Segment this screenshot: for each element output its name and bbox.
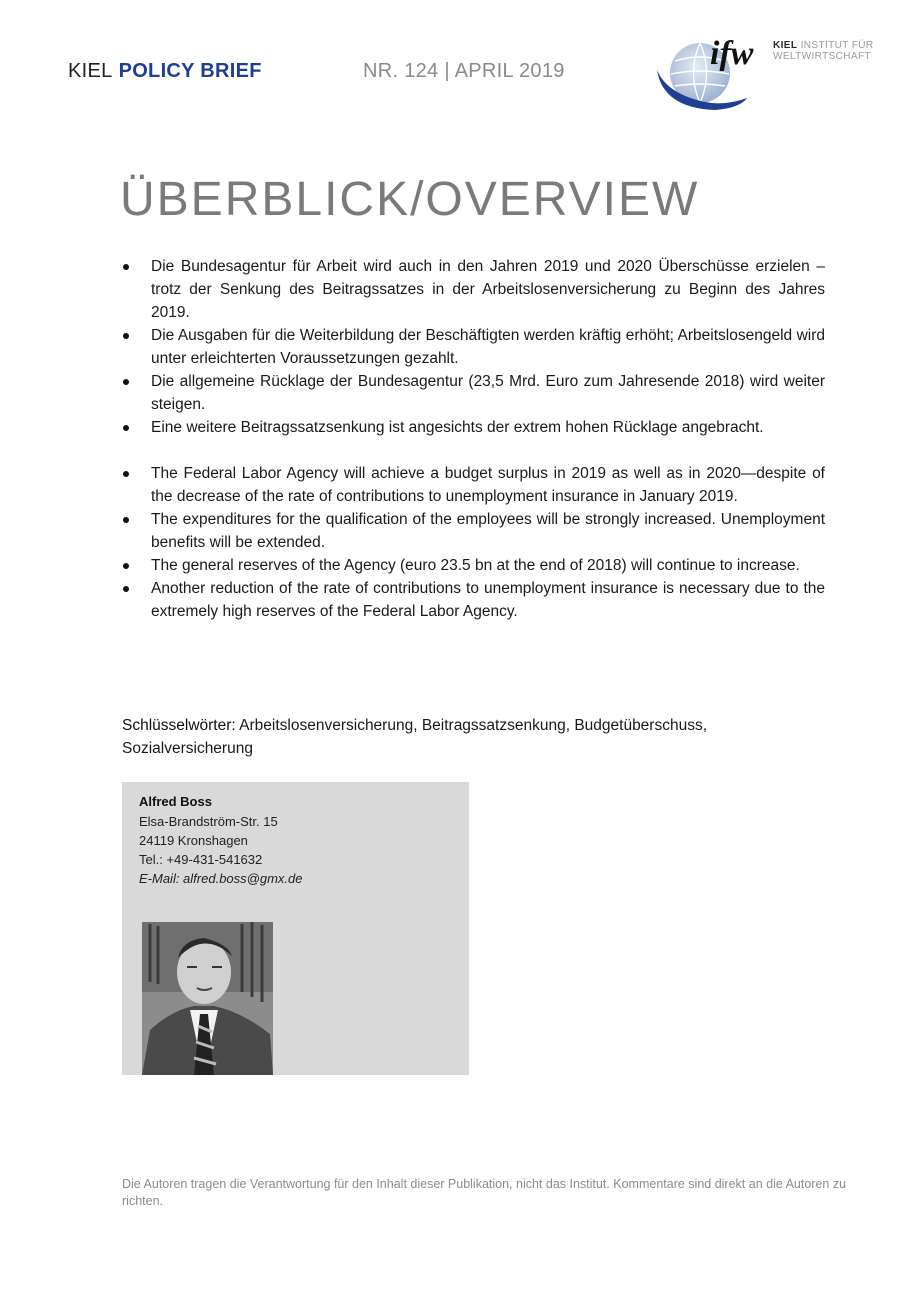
- author-city: 24119 Kronshagen: [139, 833, 248, 848]
- logo-institute-name: KIEL INSTITUT FÜR WELTWIRTSCHAFT: [773, 40, 874, 62]
- series-name: POLICY BRIEF: [118, 60, 262, 82]
- issue-number: NR. 124 | APRIL 2019: [363, 60, 565, 82]
- author-name: Alfred Boss: [139, 794, 212, 809]
- bullet-icon: [123, 264, 129, 270]
- author-box: [122, 782, 469, 1075]
- author-email[interactable]: E-Mail: alfred.boss@gmx.de: [139, 871, 303, 886]
- bullet-icon: [123, 471, 129, 477]
- list-item: Eine weitere Beitragssatzsenkung ist angesichts der extrem hohen Rücklage angebracht.: [120, 416, 825, 439]
- series-prefix: KIEL: [68, 60, 113, 82]
- disclaimer-footer: Die Autoren tragen die Verantwortung für den Inhalt dieser Publikation, nicht das Institut. Kommentare sind direkt an die Autoren zu richten.: [122, 1177, 847, 1208]
- author-photo: [142, 922, 273, 1075]
- list-item: The general reserves of the Agency (euro 23.5 bn at the end of 2018) will continue to increase.: [120, 554, 825, 577]
- keywords-text: Arbeitslosenversicherung, Beitragssatzsenkung, Budgetüberschuss, Sozialversicherung: [122, 717, 708, 757]
- author-street: Elsa-Brandström-Str. 15: [139, 814, 278, 829]
- keywords-label: Schlüsselwörter:: [122, 717, 236, 734]
- page-title: ÜBERBLICK/OVERVIEW: [120, 173, 700, 226]
- series-title: [68, 60, 262, 83]
- keywords: [122, 714, 822, 760]
- summary-list-english: [120, 462, 825, 623]
- bullet-icon: [123, 517, 129, 523]
- bullet-icon: [123, 333, 129, 339]
- bullet-icon: [123, 563, 129, 569]
- list-item: Die allgemeine Rücklage der Bundesagentur (23,5 Mrd. Euro zum Jahresende 2018) wird weiter steigen.: [120, 370, 825, 416]
- list-item: Die Ausgaben für die Weiterbildung der Beschäftigten werden kräftig erhöht; Arbeitslosengeld wird unter erleichterten Voraussetzungen gezahlt.: [120, 324, 825, 370]
- author-phone: Tel.: +49-431-541632: [139, 852, 263, 867]
- summary-list-german: [120, 255, 825, 439]
- svg-text:ifw: ifw: [710, 35, 754, 72]
- bullet-icon: [123, 379, 129, 385]
- list-item: The Federal Labor Agency will achieve a budget surplus in 2019 as well as in 2020—despite of the decrease of the rate of contributions to unemployment insurance in January 2019.: [120, 462, 825, 508]
- list-item: Another reduction of the rate of contributions to unemployment insurance is necessary due to the extremely high reserves of the Federal Labor Agency.: [120, 577, 825, 623]
- bullet-icon: [123, 586, 129, 592]
- bullet-icon: [123, 425, 129, 431]
- list-item: Die Bundesagentur für Arbeit wird auch in den Jahren 2019 und 2020 Überschüsse erzielen – trotz der Senkung des Beitragssatzes in der Arbeitslosenversicherung zu Beginn des Jahres 2019.: [120, 255, 825, 324]
- list-item: The expenditures for the qualification of the employees will be strongly increased. Unemployment benefits will be extended.: [120, 508, 825, 554]
